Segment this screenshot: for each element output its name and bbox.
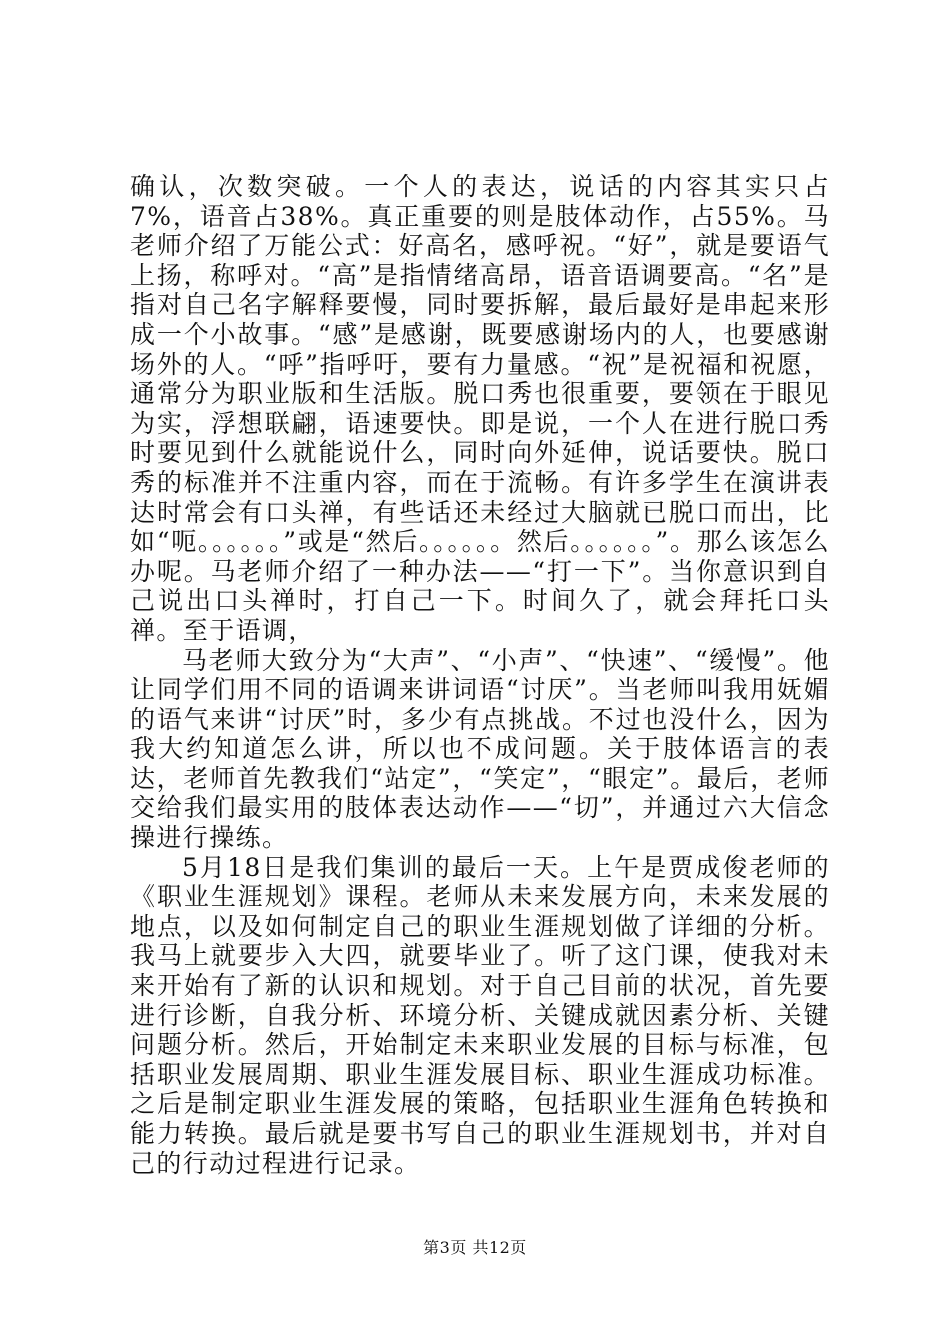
paragraph-3: 5月18日是我们集训的最后一天。上午是贾成俊老师的《职业生涯规划》课程。老师从未来发展方向，未来发展的地点，以及如何制定自己的职业生涯规划做了详细的分析。我马上就要步入大四，就要毕业了。听了这门课，使我对未来开始有了新的认识和规划。对于自己目前的状况，首先要进行诊断，自我分析、环境分析、关键成就因素分析、关键问题分析。然后，开始制定未来职业发展的目标与标准，包括职业发展周期、职业生涯发展目标、职业生涯成功标准。之后是制定职业生涯发展的策略，包括职业生涯角色转换和能力转换。最后就是要书写自己的职业生涯规划书，并对自己的行动过程进行记录。 [130, 852, 830, 1178]
body-text [130, 172, 830, 1178]
page-footer: 第3页 共12页 [423, 1238, 527, 1257]
paragraph-2: 马老师大致分为“大声”、“小声”、“快速”、“缓慢”。他让同学们用不同的语调来讲词语“讨厌”。当老师叫我用妩媚的语气来讲“讨厌”时，多少有点挑战。不过也没什么，因为我大约知道怎么讲，所以也不成问题。关于肢体语言的表达，老师首先教我们“站定”，“笑定”，“眼定”。最后，老师交给我们最实用的肢体表达动作——“切”，并通过六大信念操进行操练。 [130, 645, 830, 853]
paragraph-1: 确认，次数突破。一个人的表达，说话的内容其实只占7%，语音占38%。真正重要的则是肢体动作，占55%。马老师介绍了万能公式：好高名，感呼祝。“好”，就是要语气上扬，称呼对。“高”是指情绪高昂，语音语调要高。“名”是指对自己名字解释要慢，同时要拆解，最后最好是串起来形成一个小故事。“感”是感谢，既要感谢场内的人，也要感谢场外的人。“呼”指呼吁，要有力量感。“祝”是祝福和祝愿，通常分为职业版和生活版。脱口秀也很重要，要领在于眼见为实，浮想联翩，语速要快。即是说，一个人在进行脱口秀时要见到什么就能说什么，同时向外延伸，说话要快。脱口秀的标准并不注重内容，而在于流畅。有许多学生在演讲表达时常会有口头禅，有些话还未经过大脑就已脱口而出，比如“呃。。。。。。”或是“然后。。。。。。然后。。。。。。”。那么该怎么办呢。马老师介绍了一种办法——“打一下”。当你意识到自己说出口头禅时，打自己一下。时间久了，就会拜托口头禅。至于语调， [130, 172, 830, 645]
